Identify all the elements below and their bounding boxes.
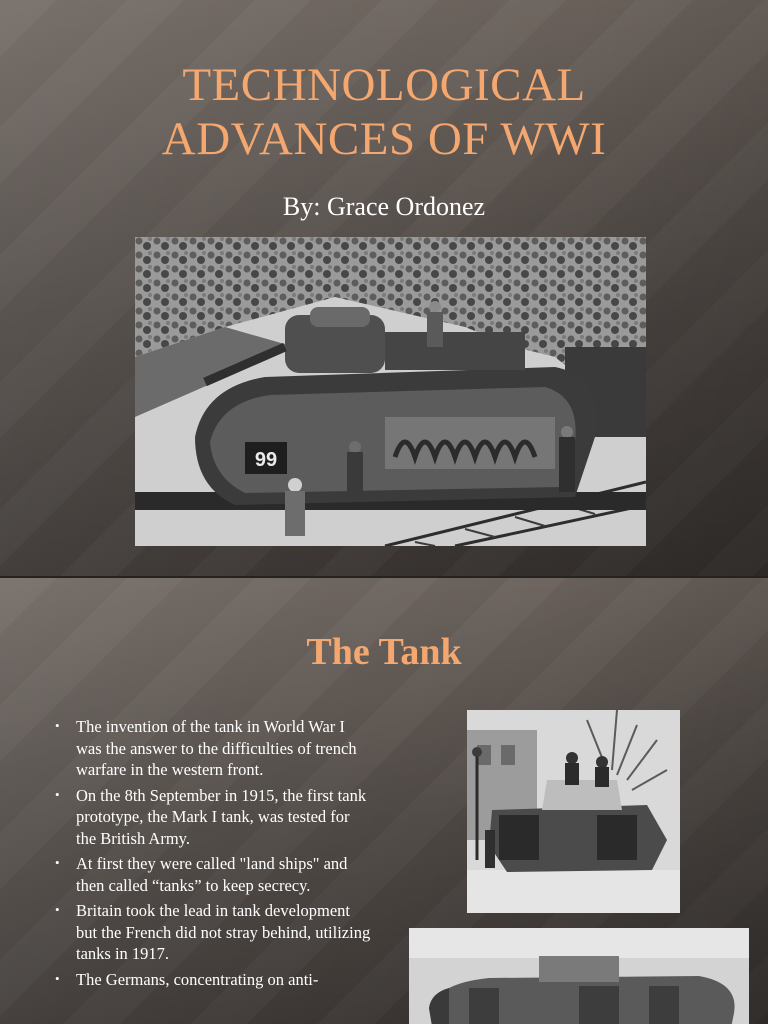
slide-title: The Tank — [306, 631, 462, 673]
title-line-1: TECHNOLOGICAL — [182, 59, 586, 111]
bullet-item — [52, 969, 372, 991]
bullet-dot-icon: • — [55, 786, 60, 802]
bullet-dot-icon: • — [55, 855, 60, 870]
bullet-item — [52, 785, 372, 850]
mark-i-tank-street-photo — [467, 710, 680, 913]
bullet-text: Britain took the lead in tank development but the French did not stray behind, utilizing tanks in 1917. — [76, 901, 371, 963]
mark-i-tank-side-photo — [409, 928, 749, 1024]
the-tank-slide — [0, 578, 768, 1024]
bullet-text: On the 8th September in 1915, the first tank prototype, the Mark I tank, was tested for the British Army. — [76, 785, 367, 848]
bullet-item — [52, 716, 372, 781]
bullet-item — [52, 853, 372, 896]
bullet-text: The Germans, concentrating on anti- — [76, 969, 319, 989]
title-line-2: ADVANCES OF WWI — [161, 113, 607, 165]
tank-number-marking: 99 — [254, 449, 278, 471]
bullet-item — [52, 900, 372, 965]
bullet-text: At first they were called "land ships" and then called “tanks” to keep secrecy. — [76, 854, 348, 895]
bullet-list — [52, 716, 372, 994]
slide-title — [0, 58, 768, 166]
bullet-dot-icon: • — [55, 718, 60, 733]
bullet-dot-icon: • — [55, 970, 60, 986]
slide-subtitle: By: Grace Ordonez — [282, 192, 486, 221]
bullet-dot-icon: • — [55, 902, 60, 917]
tank-on-rail-photo — [135, 237, 646, 546]
bullet-text: The invention of the tank in World War I was the answer to the difficulties of trench warfare in the western front. — [76, 717, 357, 779]
